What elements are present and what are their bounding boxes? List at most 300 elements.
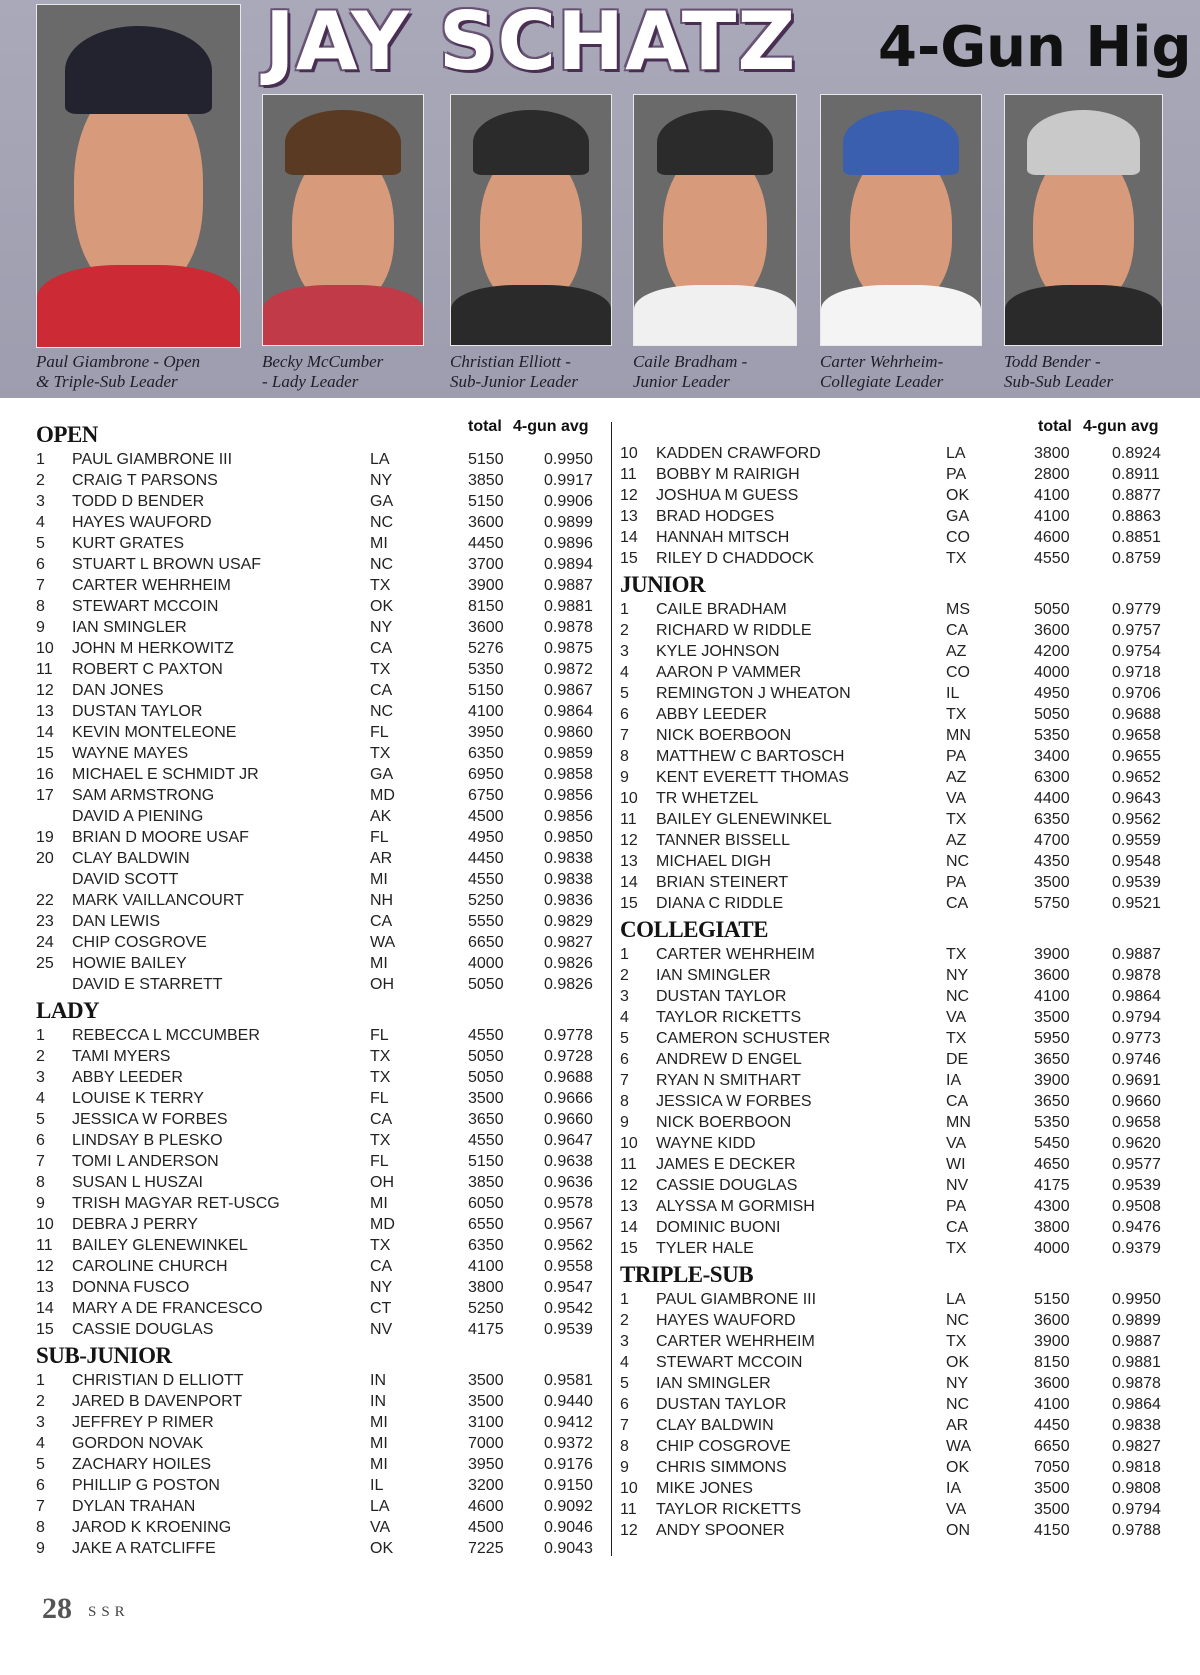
rank: 3	[620, 1333, 629, 1350]
rank: 8	[620, 1438, 629, 1455]
shirt	[37, 265, 240, 347]
rank: 10	[36, 640, 54, 657]
section-lady	[36, 996, 606, 1341]
state: TX	[946, 946, 967, 963]
photo-caption	[633, 352, 747, 392]
average: 0.9559	[1112, 832, 1161, 849]
rank: 2	[620, 622, 629, 639]
total-score: 4000	[468, 955, 504, 972]
caption-line: Todd Bender -	[1004, 352, 1101, 371]
shooter-name: CAMERON SCHUSTER	[656, 1030, 831, 1047]
leader-photo	[820, 94, 982, 346]
state: IN	[370, 1372, 386, 1389]
state: GA	[370, 493, 394, 510]
table-row	[36, 534, 606, 555]
total-score: 3650	[1034, 1051, 1070, 1068]
state: NY	[370, 1279, 393, 1296]
shooter-name: CLAY BALDWIN	[72, 850, 190, 867]
state: VA	[946, 1009, 967, 1026]
state: TX	[946, 706, 967, 723]
shooter-name: MARY A DE FRANCESCO	[72, 1300, 263, 1317]
average: 0.9043	[544, 1540, 593, 1557]
total-score: 7225	[468, 1540, 504, 1557]
shooter-name: HAYES WAUFORD	[656, 1312, 796, 1329]
state: IA	[946, 1072, 962, 1089]
photo-caption	[262, 352, 383, 392]
average: 0.9881	[1112, 1354, 1161, 1371]
rank: 3	[36, 1069, 45, 1086]
rank: 1	[36, 1372, 45, 1389]
table-row	[36, 1392, 606, 1413]
average: 0.9655	[1112, 748, 1161, 765]
total-score: 3900	[1034, 946, 1070, 963]
average: 0.9864	[544, 703, 593, 720]
caption-line: Sub-Junior Leader	[450, 372, 578, 391]
average: 0.9539	[544, 1321, 593, 1338]
rank: 11	[620, 1156, 637, 1173]
total-score: 5550	[468, 913, 504, 930]
state: LA	[370, 1498, 390, 1515]
rank: 15	[620, 1240, 638, 1257]
state: TX	[370, 661, 391, 678]
total-score: 5150	[468, 1153, 504, 1170]
total-score: 4400	[1034, 790, 1070, 807]
state: IN	[370, 1393, 386, 1410]
rank: 20	[36, 850, 54, 867]
table-row	[36, 912, 606, 933]
total-score: 5950	[1034, 1030, 1070, 1047]
rank: 6	[36, 1132, 45, 1149]
rank: 13	[36, 703, 54, 720]
state: NC	[946, 853, 970, 870]
photo-caption	[36, 352, 200, 392]
state: MI	[370, 871, 388, 888]
table-row	[36, 975, 606, 996]
rank: 14	[620, 529, 638, 546]
state: VA	[946, 1501, 967, 1518]
table-row	[36, 1434, 606, 1455]
rank: 6	[620, 706, 629, 723]
total-score: 4100	[1034, 508, 1070, 525]
table-row	[36, 639, 606, 660]
table-row	[620, 621, 1180, 642]
table-row	[36, 1518, 606, 1539]
section-title: TRIPLE-SUB	[620, 1262, 754, 1287]
table-row	[36, 1215, 606, 1236]
total-score: 5350	[468, 661, 504, 678]
shooter-name: MATTHEW C BARTOSCH	[656, 748, 845, 765]
state: MI	[370, 955, 388, 972]
table-row	[36, 1152, 606, 1173]
table-row	[36, 1299, 606, 1320]
shooter-name: ABBY LEEDER	[72, 1069, 183, 1086]
shooter-name: JARED B DAVENPORT	[72, 1393, 243, 1410]
table-row	[620, 1239, 1180, 1260]
average: 0.9372	[544, 1435, 593, 1452]
table-row	[620, 852, 1180, 873]
column-header-avg: 4-gun avg	[513, 418, 589, 435]
table-row	[36, 555, 606, 576]
section-title: OPEN	[36, 422, 98, 447]
state: FL	[370, 1027, 389, 1044]
rank: 11	[620, 466, 637, 483]
table-row	[620, 642, 1180, 663]
shooter-name: KURT GRATES	[72, 535, 185, 552]
table-row	[620, 1155, 1180, 1176]
rank: 10	[620, 1480, 638, 1497]
total-score: 5150	[468, 493, 504, 510]
average: 0.9826	[544, 976, 593, 993]
total-score: 4100	[1034, 1396, 1070, 1413]
state: VA	[946, 790, 967, 807]
average: 0.9794	[1112, 1009, 1161, 1026]
shooter-name: AARON P VAMMER	[656, 664, 802, 681]
state: CA	[370, 913, 393, 930]
average: 0.9878	[1112, 1375, 1161, 1392]
average: 0.9562	[544, 1237, 593, 1254]
total-score: 4450	[468, 535, 504, 552]
shooter-name: IAN SMINGLER	[656, 1375, 771, 1392]
state: FL	[370, 1153, 389, 1170]
state: NC	[370, 556, 394, 573]
total-score: 3900	[1034, 1333, 1070, 1350]
total-score: 5050	[468, 1069, 504, 1086]
table-row	[620, 705, 1180, 726]
total-score: 4000	[1034, 664, 1070, 681]
shooter-name: CHRISTIAN D ELLIOTT	[72, 1372, 244, 1389]
average: 0.9860	[544, 724, 593, 741]
rank: 10	[36, 1216, 54, 1233]
rank: 7	[36, 1498, 45, 1515]
table-row	[620, 1395, 1180, 1416]
average: 0.9636	[544, 1174, 593, 1191]
caption-line: & Triple-Sub Leader	[36, 372, 178, 391]
total-score: 3600	[468, 514, 504, 531]
shooter-name: JOSHUA M GUESS	[656, 487, 799, 504]
caption-line: Becky McCumber	[262, 352, 384, 371]
rank: 12	[620, 832, 638, 849]
column-header-avg: 4-gun avg	[1083, 418, 1159, 435]
total-score: 3600	[1034, 1312, 1070, 1329]
table-row	[36, 1413, 606, 1434]
table-row	[620, 831, 1180, 852]
total-score: 3500	[1034, 1009, 1070, 1026]
state: OK	[370, 598, 394, 615]
table-row	[36, 891, 606, 912]
total-score: 6350	[468, 745, 504, 762]
rank: 24	[36, 934, 54, 951]
shooter-name: NICK BOERBOON	[656, 1114, 792, 1131]
total-score: 3600	[1034, 1375, 1070, 1392]
state: GA	[370, 766, 394, 783]
state: TX	[370, 745, 391, 762]
average: 0.9577	[1112, 1156, 1161, 1173]
average: 0.9950	[1112, 1291, 1161, 1308]
total-score: 4550	[468, 1027, 504, 1044]
total-score: 4100	[1034, 988, 1070, 1005]
shooter-name: DIANA C RIDDLE	[656, 895, 784, 912]
state: IA	[946, 1480, 962, 1497]
leader-photo	[1004, 94, 1163, 346]
shooter-name: TAYLOR RICKETTS	[656, 1501, 802, 1518]
total-score: 5276	[468, 640, 504, 657]
average: 0.9864	[1112, 988, 1161, 1005]
state: OK	[946, 487, 970, 504]
average: 0.9647	[544, 1132, 593, 1149]
average: 0.9476	[1112, 1219, 1161, 1236]
table-row	[36, 597, 606, 618]
state: MN	[946, 727, 971, 744]
caption-line: Sub-Sub Leader	[1004, 372, 1114, 391]
shooter-name: MICHAEL E SCHMIDT JR	[72, 766, 259, 783]
total-score: 6650	[1034, 1438, 1070, 1455]
average: 0.9379	[1112, 1240, 1161, 1257]
table-row	[620, 1197, 1180, 1218]
rank: 5	[620, 685, 629, 702]
shooter-name: MICHAEL DIGH	[656, 853, 771, 870]
shirt	[634, 285, 796, 345]
state: TX	[946, 1333, 967, 1350]
average: 0.9887	[1112, 1333, 1161, 1350]
state: TX	[946, 550, 967, 567]
state: CA	[370, 640, 393, 657]
total-score: 8150	[468, 598, 504, 615]
rank: 5	[36, 1111, 45, 1128]
table-row	[620, 966, 1180, 987]
total-score: 3650	[468, 1111, 504, 1128]
average: 0.8851	[1112, 529, 1161, 546]
leader-photo	[262, 94, 424, 346]
state: VA	[946, 1135, 967, 1152]
state: NC	[946, 988, 970, 1005]
rank: 9	[620, 1114, 629, 1131]
total-score: 5050	[1034, 601, 1070, 618]
total-score: 3500	[468, 1393, 504, 1410]
average: 0.9652	[1112, 769, 1161, 786]
state: WI	[946, 1156, 966, 1173]
table-row	[36, 576, 606, 597]
caption-line: Carter Wehrheim-	[820, 352, 944, 371]
table-row	[36, 618, 606, 639]
shooter-name: BRIAN D MOORE USAF	[72, 829, 249, 846]
average: 0.9878	[544, 619, 593, 636]
shooter-name: CHIP COSGROVE	[656, 1438, 791, 1455]
shooter-name: CARTER WEHRHEIM	[656, 1333, 815, 1350]
average: 0.9558	[544, 1258, 593, 1275]
shooter-name: ANDY SPOONER	[656, 1522, 785, 1539]
state: PA	[946, 1198, 967, 1215]
state: NY	[370, 472, 393, 489]
state: WA	[370, 934, 396, 951]
state: AZ	[946, 769, 967, 786]
average: 0.9660	[1112, 1093, 1161, 1110]
section-title: SUB-JUNIOR	[36, 1343, 172, 1368]
shooter-name: LINDSAY B PLESKO	[72, 1132, 223, 1149]
rank: 16	[36, 766, 54, 783]
rank: 15	[620, 895, 638, 912]
shooter-name: HAYES WAUFORD	[72, 514, 212, 531]
state: OK	[946, 1354, 970, 1371]
shooter-name: JOHN M HERKOWITZ	[72, 640, 234, 657]
state: MI	[370, 1435, 388, 1452]
table-row	[36, 744, 606, 765]
rank: 7	[36, 1153, 45, 1170]
average: 0.9881	[544, 598, 593, 615]
state: NC	[370, 514, 394, 531]
rank: 10	[620, 1135, 638, 1152]
state: NH	[370, 892, 394, 909]
average: 0.9578	[544, 1195, 593, 1212]
rank: 7	[620, 1072, 629, 1089]
table-row	[36, 1173, 606, 1194]
state: NY	[946, 967, 969, 984]
state: GA	[946, 508, 970, 525]
rank: 5	[36, 535, 45, 552]
cap	[65, 26, 211, 115]
shooter-name: CAROLINE CHURCH	[72, 1258, 228, 1275]
shirt	[263, 285, 423, 345]
rank: 4	[36, 1090, 45, 1107]
total-score: 4300	[1034, 1198, 1070, 1215]
total-score: 3500	[1034, 874, 1070, 891]
column-divider	[611, 422, 612, 1556]
average: 0.9688	[544, 1069, 593, 1086]
total-score: 5250	[468, 1300, 504, 1317]
rank: 14	[620, 874, 638, 891]
table-row	[36, 933, 606, 954]
shooter-name: DONNA FUSCO	[72, 1279, 190, 1296]
table-row	[36, 828, 606, 849]
average: 0.9666	[544, 1090, 593, 1107]
total-score: 4100	[1034, 487, 1070, 504]
table-row	[36, 1026, 606, 1047]
average: 0.9826	[544, 955, 593, 972]
shooter-name: WAYNE KIDD	[656, 1135, 756, 1152]
total-score: 4450	[1034, 1417, 1070, 1434]
table-row	[36, 1455, 606, 1476]
rank: 1	[36, 451, 45, 468]
average: 0.9829	[544, 913, 593, 930]
rank: 2	[36, 1393, 45, 1410]
total-score: 4350	[1034, 853, 1070, 870]
rank: 9	[36, 1195, 45, 1212]
column-header-total: total	[1038, 418, 1072, 435]
state: MI	[370, 535, 388, 552]
state: MI	[370, 1414, 388, 1431]
state: AZ	[946, 832, 967, 849]
total-score: 5450	[1034, 1135, 1070, 1152]
total-score: 3950	[468, 724, 504, 741]
table-row	[36, 450, 606, 471]
table-row	[36, 702, 606, 723]
state: PA	[946, 466, 967, 483]
average: 0.9779	[1112, 601, 1161, 618]
average: 0.9858	[544, 766, 593, 783]
rank: 14	[36, 724, 54, 741]
average: 0.9620	[1112, 1135, 1161, 1152]
average: 0.9899	[1112, 1312, 1161, 1329]
state: CA	[946, 622, 969, 639]
rank: 2	[620, 967, 629, 984]
rank: 13	[620, 853, 638, 870]
rank: 2	[36, 1048, 45, 1065]
table-row	[620, 465, 1180, 486]
total-score: 4000	[1034, 1240, 1070, 1257]
shooter-name: DAVID A PIENING	[72, 808, 204, 825]
rank: 4	[620, 1354, 629, 1371]
rank: 8	[36, 1174, 45, 1191]
shooter-name: TAMI MYERS	[72, 1048, 171, 1065]
cap	[843, 110, 958, 175]
rank: 10	[620, 445, 638, 462]
table-row	[620, 1008, 1180, 1029]
table-row	[620, 1437, 1180, 1458]
shooter-name: SUSAN L HUSZAI	[72, 1174, 203, 1191]
total-score: 3600	[468, 619, 504, 636]
total-score: 7050	[1034, 1459, 1070, 1476]
total-score: 5050	[468, 976, 504, 993]
average: 0.9539	[1112, 874, 1161, 891]
shooter-name: KENT EVERETT THOMAS	[656, 769, 849, 786]
rank: 3	[36, 493, 45, 510]
table-row	[36, 1371, 606, 1392]
shooter-name: DOMINIC BUONI	[656, 1219, 781, 1236]
state: OH	[370, 976, 394, 993]
state: TX	[946, 1030, 967, 1047]
section-sub-junior-cont	[620, 444, 1180, 570]
rank: 12	[36, 1258, 54, 1275]
shooter-name: ANDREW D ENGEL	[656, 1051, 802, 1068]
rank: 12	[620, 1522, 638, 1539]
state: OK	[946, 1459, 970, 1476]
shooter-name: JESSICA W FORBES	[72, 1111, 228, 1128]
state: AK	[370, 808, 392, 825]
rank: 14	[36, 1300, 54, 1317]
table-row	[36, 1539, 606, 1560]
rank: 23	[36, 913, 54, 930]
rank: 6	[36, 1477, 45, 1494]
average: 0.9440	[544, 1393, 593, 1410]
average: 0.9638	[544, 1153, 593, 1170]
average: 0.9856	[544, 808, 593, 825]
average: 0.9867	[544, 682, 593, 699]
table-row	[620, 1500, 1180, 1521]
table-row	[36, 1236, 606, 1257]
shooter-name: MIKE JONES	[656, 1480, 753, 1497]
state: TX	[370, 1132, 391, 1149]
shooter-name: DUSTAN TAYLOR	[656, 988, 787, 1005]
shooter-name: KYLE JOHNSON	[656, 643, 780, 660]
average: 0.9896	[544, 535, 593, 552]
average: 0.9899	[544, 514, 593, 531]
shooter-name: HANNAH MITSCH	[656, 529, 790, 546]
average: 0.9827	[544, 934, 593, 951]
table-row	[620, 810, 1180, 831]
shooter-name: JAMES E DECKER	[656, 1156, 796, 1173]
state: PA	[946, 874, 967, 891]
rank: 11	[36, 1237, 53, 1254]
total-score: 6550	[468, 1216, 504, 1233]
shirt	[821, 285, 981, 345]
table-row	[620, 1071, 1180, 1092]
average: 0.9827	[1112, 1438, 1161, 1455]
total-score: 5350	[1034, 1114, 1070, 1131]
table-row	[620, 1218, 1180, 1239]
total-score: 4175	[468, 1321, 504, 1338]
state: FL	[370, 829, 389, 846]
shooter-name: RYAN N SMITHART	[656, 1072, 801, 1089]
total-score: 3700	[468, 556, 504, 573]
